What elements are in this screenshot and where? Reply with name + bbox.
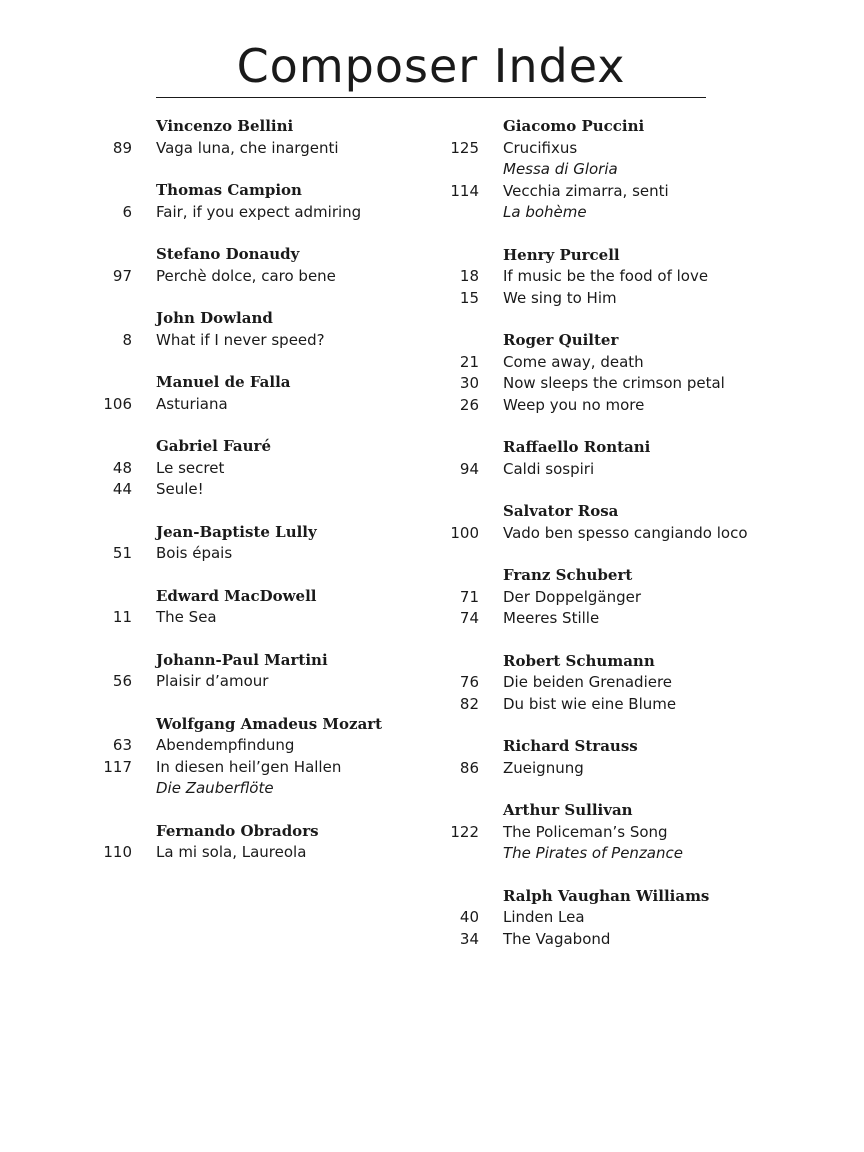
work-row [443,929,843,951]
work-row [443,138,843,160]
page-number: 44 [112,480,132,498]
page-number: 100 [450,523,479,542]
work-title: Die beiden Grenadiere [503,673,673,691]
work-row [96,202,426,224]
work-row [96,330,426,352]
right-column [443,116,843,971]
composer-entry [96,586,426,629]
composer-name: Edward MacDowell [156,586,317,605]
work-row [96,671,426,693]
composer-name: Stefano Donaudy [156,245,300,263]
work-row [96,842,426,864]
page-number: 34 [459,929,479,948]
work-title: What if I never speed? [156,330,325,349]
work-row [96,394,426,416]
page-title: Composer Index [236,39,626,93]
work-title: Bois épais [156,544,233,562]
work-title: Perchè dolce, caro bene [156,266,336,285]
page-number: 86 [459,758,479,777]
work-title: Now sleeps the crimson petal [503,374,725,392]
work-row [443,822,843,844]
work-title: Vado ben spesso cangiando loco [503,523,748,542]
composer-entry [443,330,843,416]
composer-name: Giacomo Puccini [503,117,645,135]
work-title: If music be the food of love [503,267,709,285]
composer-entry [443,565,843,630]
work-row [443,694,843,716]
title-divider [156,97,706,98]
composer-entry [96,714,426,800]
work-row [96,458,426,480]
work-row [443,181,843,203]
work-title: Weep you no more [503,395,645,414]
work-title: The Policeman’s Song [503,822,668,841]
work-row [443,608,843,630]
page-number: 89 [112,138,132,157]
composer-entry [96,522,426,565]
work-title: Vaga luna, che inargenti [156,138,339,157]
composer-name: Richard Strauss [503,737,638,755]
page-number: 26 [459,395,479,414]
page-number: 30 [459,374,479,392]
composer-entry [96,650,426,693]
composer-entry [443,501,843,544]
work-title: Seule! [156,480,204,498]
work-title: Linden Lea [503,908,585,926]
composer-name: Johann-Paul Martini [156,650,328,669]
composer-entry [96,180,426,223]
page-number: 94 [459,459,479,478]
work-title: Asturiana [156,394,228,413]
work-row [96,757,426,779]
left-column [96,116,426,885]
composer-name: Henry Purcell [503,245,620,264]
work-row [96,138,426,160]
composer-name: Raffaello Rontani [503,438,651,456]
source-work-title: Messa di Gloria [503,160,618,178]
work-title: Caldi sospiri [503,459,595,478]
page-number: 15 [459,288,479,307]
composer-entry [443,245,843,310]
work-row [96,735,426,757]
work-row [443,672,843,694]
work-row [443,587,843,609]
work-row [443,459,843,481]
work-row [443,907,843,929]
work-title: In diesen heil’gen Hallen [156,757,342,776]
work-title: Come away, death [503,352,644,371]
composer-name: Jean-Baptiste Lully [156,522,317,541]
composer-name: Salvator Rosa [503,502,619,520]
page-number: 6 [122,202,132,221]
work-title: The Sea [156,608,217,626]
page-number: 11 [112,608,132,626]
composer-name: Ralph Vaughan Williams [503,886,710,905]
work-title: Fair, if you expect admiring [156,202,362,221]
composer-name: Wolfgang Amadeus Mozart [156,714,383,733]
work-row [443,266,843,288]
page-number: 110 [103,843,132,861]
composer-entry [443,800,843,865]
page-number: 76 [459,673,479,691]
composer-name: Arthur Sullivan [503,801,633,819]
composer-name: Robert Schumann [503,651,655,670]
work-row [443,352,843,374]
page-number: 74 [459,609,479,627]
source-work-title: The Pirates of Penzance [503,844,683,862]
work-row [443,523,843,545]
work-title: Der Doppelgänger [503,587,642,606]
work-title: Plaisir d’amour [156,672,269,690]
composer-name: Franz Schubert [503,566,633,584]
work-title: Le secret [156,458,225,477]
page-number: 40 [459,908,479,926]
work-title: Du bist wie eine Blume [503,694,677,713]
work-title: Meeres Stille [503,609,600,627]
work-row [443,395,843,417]
work-title: We sing to Him [503,288,617,307]
page-number: 56 [112,672,132,690]
page-number: 82 [459,694,479,713]
work-row [96,266,426,288]
page-number: 71 [459,587,479,606]
work-row [443,758,843,780]
source-work-title: La bohème [503,203,587,221]
composer-name: Vincenzo Bellini [156,117,294,135]
work-title: The Vagabond [503,929,611,948]
page-number: 18 [459,267,479,285]
page-number: 117 [103,757,132,776]
composer-name: Gabriel Fauré [156,437,271,455]
work-row [443,373,843,395]
composer-entry [96,308,426,351]
page-number: 122 [450,822,479,841]
composer-entry [96,244,426,287]
work-title: Abendempfindung [156,736,295,754]
composer-name: John Dowland [156,309,273,327]
page-number: 21 [459,352,479,371]
composer-entry [443,116,843,224]
page-number: 48 [112,458,132,477]
composer-entry [443,736,843,779]
composer-entry [96,372,426,415]
composer-name: Manuel de Falla [156,373,291,391]
composer-entry [443,651,843,716]
composer-entry [443,886,843,951]
work-row [96,543,426,565]
page-number: 51 [112,544,132,562]
composer-entry [443,437,843,480]
page-number: 97 [112,266,132,285]
work-title: La mi sola, Laureola [156,843,307,861]
work-title: Zueignung [503,758,584,777]
composer-entry [96,821,426,864]
page-number: 63 [112,736,132,754]
page-number: 114 [450,181,479,200]
composer-entry [96,116,426,159]
page-number: 8 [122,330,132,349]
work-row [443,288,843,310]
work-row [96,607,426,629]
page-number: 106 [103,394,132,413]
source-work-title: Die Zauberflöte [156,779,274,797]
work-title: Crucifixus [503,138,578,157]
composer-entry [96,436,426,501]
composer-name: Roger Quilter [503,331,619,349]
page-number: 125 [450,138,479,157]
composer-name: Thomas Campion [156,181,302,199]
work-title: Vecchia zimarra, senti [503,181,669,200]
composer-name: Fernando Obradors [156,821,319,840]
work-row [96,479,426,501]
